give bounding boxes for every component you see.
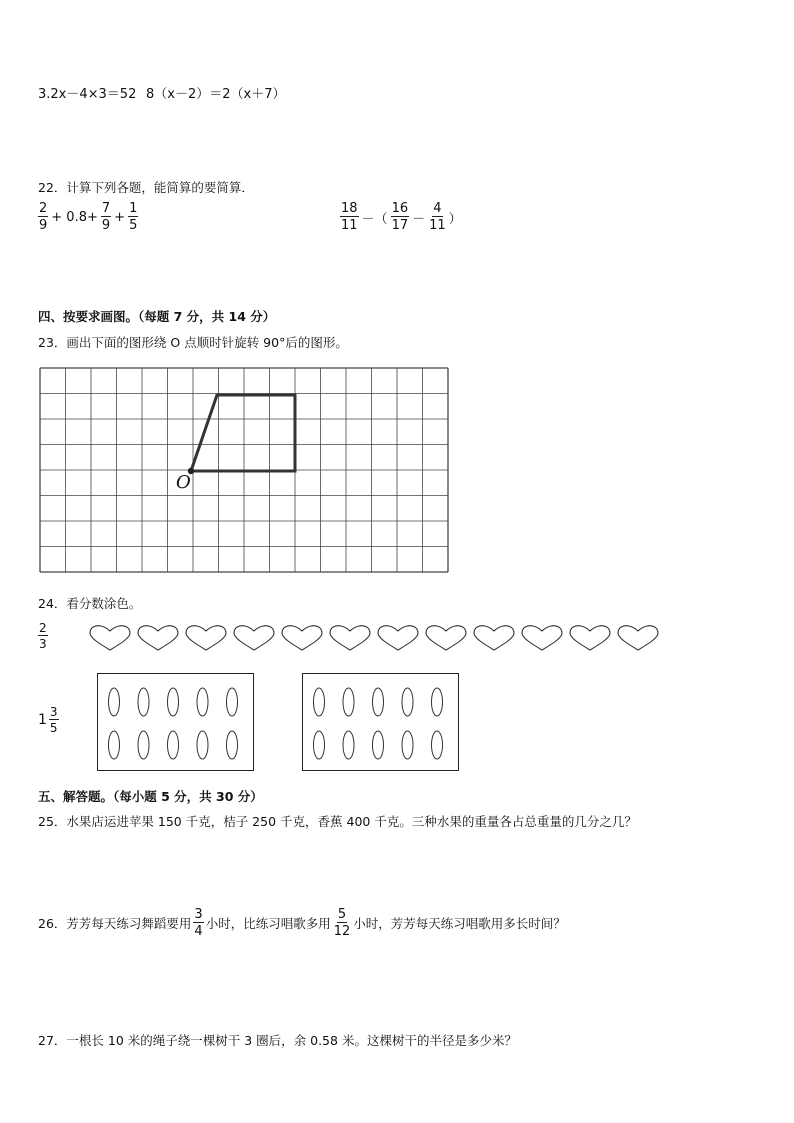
- section-5-heading: 五、解答题。（每小题 5 分，共 30 分）: [38, 789, 263, 804]
- fraction: $\frac{16}{17}$: [391, 201, 409, 233]
- fraction: $\frac{7}{9}$: [101, 201, 111, 233]
- heart-shape: [186, 626, 226, 650]
- point-o-label: O: [176, 472, 191, 493]
- fraction: $\frac{4}{11}$: [429, 201, 446, 233]
- oval-shape: [138, 688, 149, 716]
- question-22-text: 22．计算下列各题，能简算的要简算．: [38, 180, 254, 195]
- oval-shape: [227, 731, 238, 759]
- oval-shape: [343, 688, 354, 716]
- question-27-text: 27．一根长 10 米的绳子绕一棵树干 3 圈后，余 0.58 米。这棵树干的半径是多少米？: [38, 1033, 517, 1048]
- q22-expression-2: $\frac{18}{11}$ －（ $\frac{16}{17}$ － $\frac{4}{11}$ ）: [341, 201, 462, 233]
- oval-shape: [373, 731, 384, 759]
- oval-shape: [227, 688, 238, 716]
- question-25-text: 25．水果店运进苹果 150 千克，桔子 250 千克，香蕉 400 千克。三种水果的重量各占总重量的几分之几？: [38, 814, 637, 829]
- heart-shape: [618, 626, 658, 650]
- oval-shape: [197, 688, 208, 716]
- fraction: $\frac{18}{11}$: [341, 201, 358, 233]
- oval-shape: [168, 688, 179, 716]
- oval-shape: [109, 688, 120, 716]
- hearts-row: [88, 624, 668, 658]
- ovals-group: [303, 674, 458, 770]
- heart-shape: [570, 626, 610, 650]
- oval-shape: [432, 731, 443, 759]
- oval-shape: [314, 688, 325, 716]
- oval-shape: [343, 731, 354, 759]
- section-4-heading: 四、按要求画图。（每题 7 分，共 14 分）: [38, 309, 276, 324]
- fraction: $\frac{1}{5}$: [129, 201, 138, 233]
- heart-shape: [522, 626, 562, 650]
- question-24-text: 24．看分数涂色。: [38, 596, 142, 611]
- equation-1: 3.2x－4×3＝52: [38, 87, 137, 102]
- heart-shape: [330, 626, 370, 650]
- question-26: 26．芳芳每天练习舞蹈要用 $\frac{3}{4}$ 小时，比练习唱歌多用 $\frac{5}{12}$ 小时，芳芳每天练习唱歌用多长时间？: [38, 907, 566, 939]
- oval-shape: [109, 731, 120, 759]
- question-23-text: 23．画出下面的图形绕 O 点顺时针旋转 90°后的图形。: [38, 335, 348, 350]
- oval-shape: [432, 688, 443, 716]
- heart-shape: [474, 626, 514, 650]
- heart-shape: [378, 626, 418, 650]
- oval-shape: [197, 731, 208, 759]
- mixed-number: 1 $\frac{3}{5}$: [38, 705, 58, 735]
- oval-shape: [402, 688, 413, 716]
- quadrilateral-figure: [191, 395, 295, 471]
- q22-expression-1: $\frac{2}{9}$ + 0.8+ $\frac{7}{9}$ + $\frac{1}{5}$: [39, 201, 138, 233]
- heart-shape: [282, 626, 322, 650]
- ovals-box-1: [97, 673, 254, 771]
- ovals-box-2: [302, 673, 459, 771]
- fraction: $\frac{5}{12}$: [333, 907, 351, 939]
- oval-shape: [402, 731, 413, 759]
- heart-shape: [90, 626, 130, 650]
- equation-2: 8（x－2）＝2（x＋7）: [146, 87, 286, 102]
- oval-shape: [373, 688, 384, 716]
- heart-shape: [138, 626, 178, 650]
- oval-shape: [168, 731, 179, 759]
- rotation-grid: [38, 366, 450, 578]
- oval-shape: [138, 731, 149, 759]
- fraction: $\frac{3}{4}$: [194, 907, 203, 939]
- fraction-two-thirds: $\frac{2}{3}$: [39, 621, 47, 651]
- heart-shape: [234, 626, 274, 650]
- ovals-group: [98, 674, 253, 770]
- fraction: $\frac{2}{9}$: [39, 201, 48, 233]
- oval-shape: [314, 731, 325, 759]
- heart-shape: [426, 626, 466, 650]
